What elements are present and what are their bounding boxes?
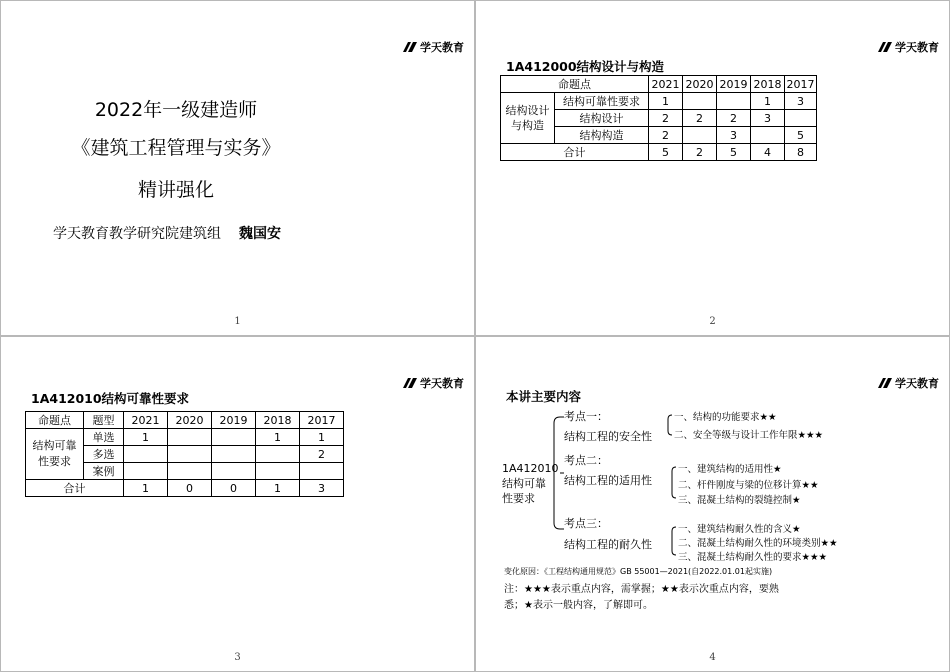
table-cell [300,463,344,480]
table-header-row [26,412,344,429]
section-title: 本讲主要内容 [506,389,582,404]
table-cell [168,463,212,480]
table-cell: 2 [649,127,683,144]
table-row-label: 案例 [84,463,124,480]
table-group-cell: 结构设计与构造 [501,93,555,144]
slide-3 [0,336,475,672]
page-number: 3 [234,652,241,663]
mindmap-root: 1A412010结构可靠性要求 [502,462,559,505]
table-cell [751,127,785,144]
slide-2 [475,0,950,336]
point1-bracket [668,415,672,435]
table-header-row [501,76,817,93]
logo-text: 学天教育 [895,41,939,54]
table-total-label: 合计 [26,480,124,497]
table-header-cell: 题型 [84,412,124,429]
brand-logo [403,39,464,55]
table-header-cell: 2017 [786,77,815,91]
table-cell: 1 [751,93,785,110]
table-cell: 2 [649,110,683,127]
table-cell: 1 [256,480,300,497]
table-cell [212,463,256,480]
change-reason: 变化原因：《工程结构通用规范》GB 55001—2021(自2022.01.01起实施) [504,567,773,576]
table-cell: 4 [751,144,785,161]
table-cell: 2 [300,446,344,463]
legend-note-line2: 悉；★表示一般内容，了解即可。 [504,600,653,611]
stats-table [25,411,344,497]
point3-name: 结构工程的耐久性 [564,538,652,551]
table-cell [124,463,168,480]
table-cell: 1 [256,429,300,446]
table-cell [256,463,300,480]
legend-note-line1: 注：★★★表示重点内容，需掌握；★★表示次重点内容，要熟 [504,584,779,595]
table-cell [168,446,212,463]
brand-logo [403,375,464,391]
table-cell [683,127,717,144]
slide-1 [0,0,475,336]
table-cell: 1 [300,429,344,446]
table-header-cell: 2019 [717,76,751,93]
brand-logo [878,39,939,55]
table-total-row [501,144,817,161]
point1-label: 考点一： [564,410,608,423]
table-group-cell: 结构可靠性要求 [26,429,84,480]
table-row-label: 结构设计 [555,110,649,127]
table-cell [683,93,717,110]
table-header-cell: 命题点 [501,76,649,93]
table-header-cell: 2018 [256,412,300,429]
table-cell [212,446,256,463]
table-row-label: 多选 [84,446,124,463]
table-cell: 2 [683,144,717,161]
point3-bracket [672,527,676,555]
logo-text: 学天教育 [420,377,464,390]
page-number: 4 [709,652,716,663]
table-header-cell: 2019 [212,412,256,429]
point3-item: 一、建筑结构耐久性的含义★ [678,524,801,535]
point2-label: 考点二： [564,454,608,467]
table-header-cell: 2020 [168,412,212,429]
table-cell: 1 [649,93,683,110]
point1-item: 一、结构的功能要求★★ [674,412,777,423]
course-type-title: 精讲强化 [137,179,214,201]
slide-4 [475,336,950,672]
point2-bracket [672,467,676,498]
table-row-label: 单选 [84,429,124,446]
table-cell [124,446,168,463]
table-cell [168,429,212,446]
point2-item: 三、混凝土结构的裂缝控制★ [678,495,801,506]
table-header-cell: 2020 [683,76,717,93]
page-number: 2 [709,316,716,327]
section-title: 1A412010结构可靠性要求 [31,391,190,406]
table-header-cell: 2021 [649,76,683,93]
table-cell: 0 [212,480,256,497]
table-header-cell: 2018 [751,76,785,93]
table-cell: 3 [300,480,344,497]
table-total-row [26,480,344,497]
table-cell: 3 [751,110,785,127]
stats-table [500,75,817,161]
course-year-title: 2022年一级建造师 [94,99,258,121]
table-header-cell: 2017 [300,412,344,429]
table-row-label: 结构构造 [555,127,649,144]
point2-name: 结构工程的适用性 [564,474,652,487]
table-row-label: 结构可靠性要求 [555,93,649,110]
point1-item: 二、安全等级与设计工作年限★★★ [674,430,824,441]
table-header-cell: 命题点 [26,412,84,429]
logo-mark-icon [403,42,417,52]
table-cell: 5 [649,144,683,161]
point3-label: 考点三： [564,517,608,530]
logo-mark-icon [878,42,892,52]
course-subject-title: 《建筑工程管理与实务》 [71,137,281,159]
table-cell: 3 [717,127,751,144]
table-cell: 1 [124,429,168,446]
table-total-label: 合计 [501,144,649,161]
table-row [26,429,344,446]
table-cell: 0 [168,480,212,497]
table-cell: 2 [717,110,751,127]
table-cell: 1 [124,480,168,497]
table-cell [717,93,751,110]
point3-item: 二、混凝土结构耐久性的环境类别★★ [678,538,838,549]
table-cell [256,446,300,463]
table-cell: 5 [785,127,817,144]
table-cell: 5 [717,144,751,161]
table-cell [212,429,256,446]
table-cell: 8 [785,144,817,161]
author-line [53,223,281,243]
table-row [501,93,817,110]
author-name: 魏国安 [239,226,281,242]
author-org: 学天教育教学研究院建筑组 [53,226,221,242]
page-number: 1 [234,316,241,327]
logo-text: 学天教育 [420,41,464,54]
point3-item: 三、混凝土结构耐久性的要求★★★ [678,552,828,563]
table-header-cell: 2021 [124,412,168,429]
table-cell: 3 [785,93,817,110]
point2-item: 二、杆件刚度与梁的位移计算★★ [678,480,819,491]
point1-name: 结构工程的安全性 [564,430,652,443]
section-title: 1A412000结构设计与构造 [506,59,665,74]
logo-mark-icon [403,378,417,388]
point2-item: 一、建筑结构的适用性★ [678,464,782,475]
logo-text: 学天教育 [895,377,939,390]
table-cell [785,110,817,127]
table-cell: 2 [683,110,717,127]
